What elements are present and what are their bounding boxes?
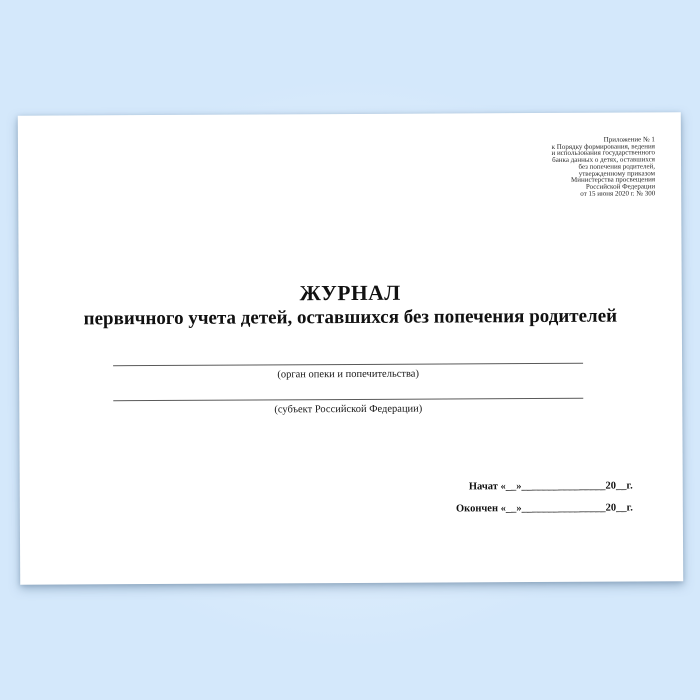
regulation-note-line: к Порядку формирования, ведения [551, 142, 655, 151]
regulation-note [551, 136, 655, 197]
journal-title: ЖУРНАЛ [299, 280, 401, 306]
regulation-note-line: от 15 июня 2020 г. № 300 [580, 189, 656, 198]
journal-cover-sheet [18, 112, 683, 584]
regulation-note-line: Российской Федерации [585, 182, 656, 191]
regulation-note-line: Министерства просвещения [571, 175, 656, 185]
federation-subject-caption: (субъект Российской Федерации) [274, 403, 423, 416]
finished-date-line: Окончен «__»________________20__г. [455, 502, 633, 515]
blank-line-federation-subject [113, 398, 583, 401]
guardianship-authority-caption: (орган опеки и попечительства) [277, 368, 419, 381]
blank-line-guardianship-authority [113, 363, 583, 366]
started-date-line: Начат «__»________________20__г. [468, 480, 633, 493]
title-block [19, 280, 682, 330]
regulation-note-line: без попечения родителей, [578, 162, 656, 171]
regulation-note-line: и использования государственного [551, 148, 656, 158]
regulation-note-line: банка данных о детях, оставшихся [552, 155, 656, 165]
regulation-note-line: утвержденному приказом [578, 168, 656, 178]
journal-subtitle: первичного учета детей, оставшихся без попечения родителей [83, 305, 618, 330]
regulation-note-line: Приложение № 1 [603, 135, 655, 144]
